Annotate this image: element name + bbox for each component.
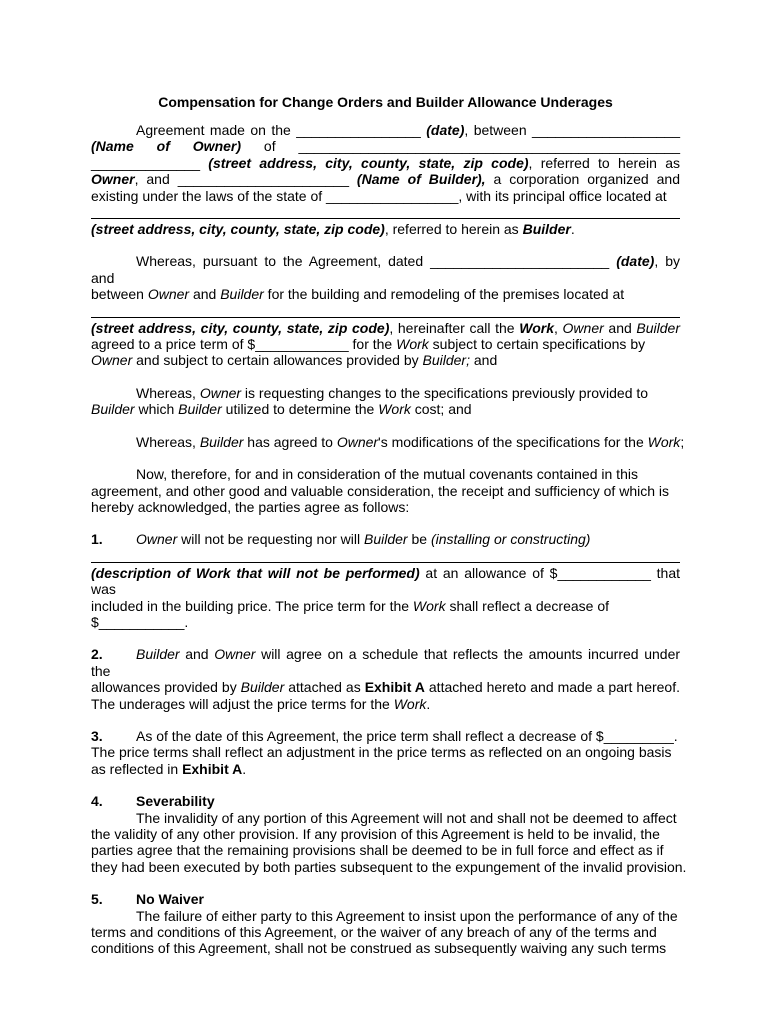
text-line: Owner and subject to certain allowances provided by Builder; and <box>91 352 498 369</box>
text-line: they had been executed by both parties subsequent to the expungement of the invalid provision. <box>91 858 687 875</box>
text-line: parties agree that the remaining provisions shall be deemed to be in full force and effect as if <box>91 842 664 859</box>
text-line: ______________ (street address, city, county, state, zip code), referred to herein as <box>91 154 680 171</box>
text-line: The invalidity of any portion of this Agreement will not and shall not be deemed to affect <box>136 809 677 826</box>
text-line: Whereas, pursuant to the Agreement, dated _______________________ (date), by and <box>91 253 680 286</box>
blank-line <box>91 204 680 219</box>
parties-paragraph <box>91 122 680 237</box>
text-line: The underages will adjust the price terms for the Work. <box>91 695 431 712</box>
text-line: (street address, city, county, state, zip code), referred to herein as Builder. <box>91 221 575 238</box>
whereas-agreement-paragraph <box>91 253 680 368</box>
blank-line <box>91 548 680 563</box>
text-line: existing under the laws of the state of _________________, with its principal office located at <box>91 187 667 204</box>
section-3 <box>91 728 680 777</box>
text-line: agreement, and other good and valuable consideration, the receipt and sufficiency of which is <box>91 482 669 499</box>
text-line: The failure of either party to this Agreement to insist upon the performance of any of the <box>136 907 678 924</box>
text-line: (Name of Owner) of _________________________________________________ <box>91 138 680 155</box>
text-line: 3. As of the date of this Agreement, the price term shall reflect a decrease of $_________. <box>91 727 678 744</box>
text-line: The price terms shall reflect an adjustment in the price terms as reflected on an ongoing basis <box>91 744 672 761</box>
text-line: allowances provided by Builder attached as Exhibit A attached hereto and made a part hereof. <box>91 679 681 696</box>
document-title: Compensation for Change Orders and Builder Allowance Underages <box>158 94 613 110</box>
whereas-modifications-paragraph <box>91 433 685 450</box>
section-1 <box>91 531 680 630</box>
section-number: 3. <box>91 727 103 744</box>
text-line: as reflected in Exhibit A. <box>91 760 247 777</box>
text-line: between Owner and Builder for the building and remodeling of the premises located at <box>91 286 625 303</box>
whereas-changes-paragraph <box>91 385 680 418</box>
text-line: Owner, and ______________________ (Name of Builder), a corporation organized and <box>91 171 680 188</box>
text-line: Now, therefore, for and in consideration of the mutual covenants contained in this <box>136 466 638 483</box>
text-line: Agreement made on the ________________ (date), between ___________________ <box>136 122 680 138</box>
now-therefore-paragraph <box>91 466 680 515</box>
text-line: 2. Builder and Owner will agree on a schedule that reflects the amounts incurred under the <box>91 646 681 679</box>
text-line: terms and conditions of this Agreement, or the waiver of any breach of any of the terms and <box>91 924 657 941</box>
text-line: (street address, city, county, state, zip code), hereinafter call the Work, Owner and Builder <box>91 319 681 336</box>
section-heading: 5. No Waiver <box>91 891 204 908</box>
text-line: 1. Owner will not be requesting nor will Builder be (installing or constructing) <box>91 531 591 548</box>
text-line: $___________. <box>91 613 189 630</box>
text-line: Builder which Builder utilized to determine the Work cost; and <box>91 401 472 418</box>
text-line: agreed to a price term of $____________ for the Work subject to certain specifications by <box>91 336 646 353</box>
section-4-severability <box>91 793 687 875</box>
section-number: 5. <box>91 891 103 908</box>
section-number: 4. <box>91 793 103 810</box>
text-line: hereby acknowledged, the parties agree as follows: <box>91 498 410 515</box>
section-number: 2. <box>91 646 103 663</box>
text-line: the validity of any other provision. If any provision of this Agreement is held to be invalid, the <box>91 826 660 842</box>
text-line: (description of Work that will not be performed) at an allowance of $____________ that was <box>91 564 680 598</box>
text-line: included in the building price. The price term for the Work shall reflect a decrease of <box>91 597 610 614</box>
text-line: conditions of this Agreement, shall not be construed as subsequently waiving any such terms <box>91 940 667 957</box>
section-5-no-waiver <box>91 891 680 957</box>
text-line: Whereas, Owner is requesting changes to the specifications previously provided to <box>136 384 649 401</box>
section-heading: 4. Severability <box>91 793 215 810</box>
text-line: Whereas, Builder has agreed to Owner's modifications of the specifications for the Work; <box>136 433 685 450</box>
blank-line <box>91 303 680 318</box>
section-2 <box>91 646 680 712</box>
section-number: 1. <box>91 531 103 548</box>
